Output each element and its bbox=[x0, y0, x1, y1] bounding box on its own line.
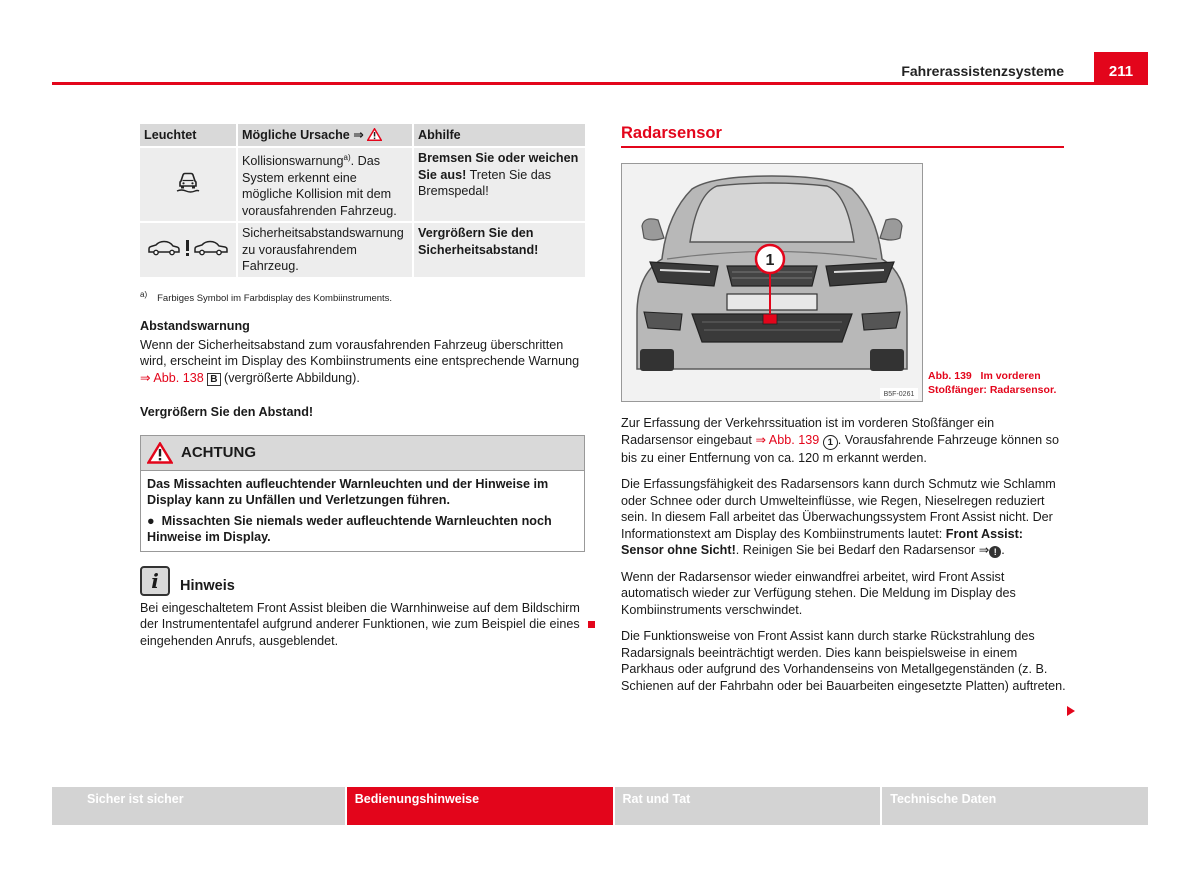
warning-circle-icon: ! bbox=[989, 546, 1001, 558]
achtung-bullet-item: ● Missachten Sie niemals weder aufleuchtende Warnleuchten noch Hinweise im Display. bbox=[147, 513, 552, 545]
hinweis-text: Bei eingeschaltetem Front Assist bleiben die Warnhinweise auf dem Bildschirm der Instrumententafel aufgrund anderer Funktionen, wie zum Beispiel die eines eingehenden Anrufs, ausgeblendet. bbox=[140, 600, 580, 648]
page-number: 211 bbox=[1094, 52, 1148, 85]
achtung-body bbox=[141, 470, 584, 551]
callout-1-badge: 1 bbox=[823, 435, 838, 450]
footer-nav bbox=[52, 787, 1148, 825]
achtung-title: ACHTUNG bbox=[181, 443, 256, 461]
radar-paragraph-2: Die Erfassungsfähigkeit des Radarsensors kann durch Schmutz wie Schlamm oder Schnee oder durch Umwelteinflüsse, wie Regen, Nieselregen reduziert sein. In diesem Fall arbeitet das Überwachungssystem Front Assist nicht. Der Informationstext am Display des Kombiinstruments lautet: Front Assist: Sensor ohne Sicht!. Reinigen Sie bei Bedarf den Radarsensor ⇒ ! . bbox=[621, 477, 1056, 557]
footer-tab-rat-und-tat[interactable]: Rat und Tat bbox=[615, 787, 881, 825]
table-cell-cause: Kollisionswarnung$^{a)}$. Das System erkennt eine mögliche Kollision mit dem vorausfahrenden Fahrzeug. bbox=[237, 147, 413, 222]
heading-rule bbox=[621, 146, 1064, 148]
abstand-instruction: Vergrößern Sie den Abstand! bbox=[140, 405, 314, 420]
radarsensor-heading: Radarsensor bbox=[621, 124, 722, 142]
warning-table bbox=[140, 124, 585, 277]
table-cell-cause: Sicherheitsabstandswarnung zu vorausfahrendem Fahrzeug. bbox=[237, 222, 413, 277]
key-b-badge: B bbox=[207, 373, 220, 386]
figure-reference-link[interactable]: ⇒ Abb. 138 bbox=[140, 370, 204, 385]
table-cell-icon bbox=[140, 147, 237, 222]
section-end-marker bbox=[588, 621, 595, 628]
radar-paragraph-3: Wenn der Radarsensor wieder einwandfrei arbeitet, wird Front Assist automatisch wieder zur Verfügung stehen. Die Meldung im Display des Kombiinstruments verschwindet. bbox=[621, 569, 1016, 617]
achtung-header bbox=[141, 436, 584, 470]
table-cell-icon bbox=[140, 222, 237, 277]
hinweis-header bbox=[140, 566, 585, 596]
radar-paragraph-4: Die Funktionsweise von Front Assist kann durch starke Rückstrahlung des Radarsignals beeinträchtigt werden. Dies kann beispielsweise in einem Parkhaus oder aufgrund des Vorhandenseins von Metallgegenständen (z. B. Schienen auf der Fahrbahn oder bei Bauarbeiten eingesetzte Platten) auftreten. bbox=[621, 629, 1066, 693]
abstandswarnung-heading: Abstandswarnung bbox=[140, 319, 250, 334]
hinweis-title: Hinweis bbox=[180, 578, 235, 595]
collision-warning-icon bbox=[175, 170, 201, 194]
table-header-row bbox=[140, 124, 585, 147]
figure-code: B5F-0261 bbox=[883, 391, 915, 398]
header-rule bbox=[52, 82, 1148, 85]
col-header-abhilfe: Abhilfe bbox=[413, 124, 585, 147]
col-header-leuchtet: Leuchtet bbox=[140, 124, 237, 147]
table-cell-remedy: Bremsen Sie oder weichen Sie aus! Treten Sie das Bremspedal! bbox=[413, 147, 585, 222]
figure-reference-link[interactable]: ⇒ Abb. 139 bbox=[755, 432, 820, 447]
figure-callout-1: 1 bbox=[765, 252, 775, 269]
warning-triangle-icon bbox=[367, 128, 382, 141]
footer-tab-sicher[interactable]: Sicher ist sicher bbox=[52, 787, 345, 825]
table-cell-remedy: Vergrößern Sie den Sicherheitsabstand! bbox=[413, 222, 585, 277]
abstandswarnung-text: Wenn der Sicherheitsabstand zum vorausfahrenden Fahrzeug überschritten wird, erscheint im Display des Kombiinstruments eine entsprechende Warnung ⇒ Abb. 138 B (vergrößerte Abbildung). bbox=[140, 337, 580, 385]
radar-paragraph-1: Zur Erfassung der Verkehrssituation ist im vorderen Stoßfänger ein Radarsensor eingebaut ⇒ Abb. 139 1 . Vorausfahrende Fahrzeuge können so bis zu einer Entfernung von ca. 120 m erkannt werden. bbox=[621, 416, 1059, 465]
figure-caption: Abb. 139 Im vorderen Stoßfänger: Radarsensor. bbox=[928, 370, 1057, 396]
car-front-image bbox=[622, 164, 922, 401]
table-row bbox=[140, 222, 585, 277]
achtung-text: Das Missachten aufleuchtender Warnleuchten und der Hinweise im Display kann zu Unfällen und Verletzungen führen. bbox=[147, 476, 549, 508]
table-row bbox=[140, 147, 585, 222]
footer-tab-technische-daten[interactable]: Technische Daten bbox=[882, 787, 1148, 825]
footer-tab-bedienungshinweise[interactable]: Bedienungshinweise bbox=[347, 787, 613, 825]
table-footnote: $^{a)}$ Farbiges Symbol im Farbdisplay des Kombiinstruments. bbox=[140, 289, 393, 304]
hinweis-box bbox=[140, 566, 585, 650]
warning-triangle-icon bbox=[147, 442, 173, 464]
distance-warning-icon bbox=[147, 238, 229, 258]
achtung-box bbox=[140, 435, 585, 552]
section-title: Fahrerassistenzsysteme bbox=[901, 63, 1064, 79]
right-column bbox=[621, 415, 1066, 694]
continue-arrow-icon bbox=[1067, 706, 1075, 716]
left-column bbox=[140, 124, 585, 649]
col-header-ursache: Mögliche Ursache ⇒ bbox=[237, 124, 413, 147]
info-icon: i bbox=[140, 566, 170, 596]
car-front-figure bbox=[621, 163, 923, 402]
